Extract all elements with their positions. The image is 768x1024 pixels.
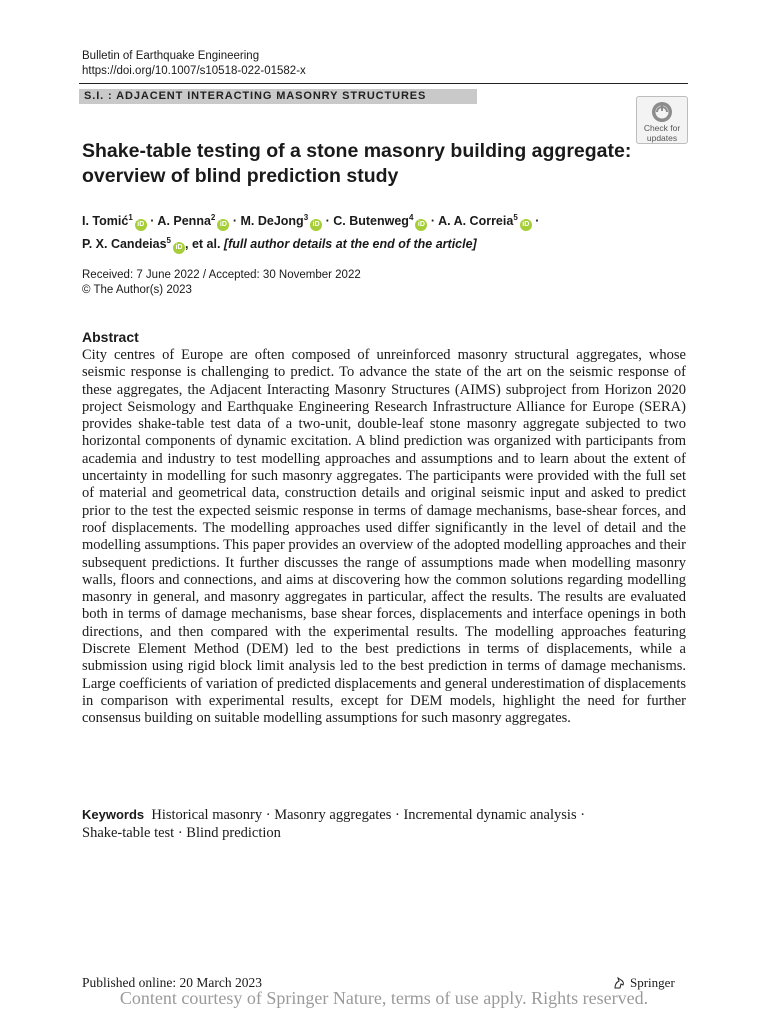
check-for-updates-badge[interactable] [636,96,688,144]
author-name[interactable]: C. Butenweg [333,214,409,229]
courtesy-notice: Content courtesy of Springer Nature, terms of use apply. Rights reserved. [119,988,649,1008]
affiliation-mark: 3 [303,213,309,222]
author-name[interactable]: A. A. Correia [438,214,514,229]
special-issue-banner: S.I. : ADJACENT INTERACTING MASONRY STRUCTURES [79,89,477,104]
author-details-note: [full author details at the end of the article] [223,237,477,252]
springer-name: Springer [630,975,675,990]
author-name[interactable]: M. DeJong [240,214,304,229]
check-updates-label-2: updates [646,133,678,143]
affiliation-mark: 5 [166,236,171,246]
keywords-line-1: Historical masonry · Masonry aggregates · Incremental dynamic analysis · [151,807,586,823]
keywords [82,806,686,842]
et-al: , et al. [185,237,221,252]
author-name[interactable]: A. Penna [157,214,211,229]
orcid-icon[interactable]: iD [173,242,185,254]
affiliation-mark: 1 [128,213,133,222]
article-title [82,139,642,189]
check-updates-icon [651,101,673,123]
orcid-icon[interactable]: iD [217,219,229,231]
journal-info [82,49,306,79]
affiliation-mark: 5 [513,213,518,222]
keywords-line-2: Shake-table test · Blind prediction [82,825,281,841]
author-name[interactable]: P. X. Candeias [82,237,167,252]
abstract-heading: Abstract [82,329,139,345]
orcid-icon[interactable]: iD [135,219,147,231]
orcid-icon[interactable]: iD [415,219,427,231]
copyright: © The Author(s) 2023 [82,284,192,296]
orcid-icon[interactable]: iD [520,219,532,231]
header-divider [79,83,688,84]
journal-name: Bulletin of Earthquake Engineering [82,50,260,62]
keywords-label: Keywords [82,807,145,822]
orcid-icon[interactable]: iD [310,219,322,231]
title-line-2: overview of blind prediction study [82,165,399,187]
doi-link[interactable]: https://doi.org/10.1007/s10518-022-01582-x [82,65,306,77]
check-updates-label-1: Check for [643,123,681,133]
title-line-1: Shake-table testing of a stone masonry building aggregate: [82,140,632,162]
author-name[interactable]: I. Tomić [82,214,129,229]
affiliation-mark: 4 [408,213,414,222]
received-accepted: Received: 7 June 2022 / Accepted: 30 November 2022 [82,269,361,281]
affiliation-mark: 2 [210,213,216,222]
abstract-text: City centres of Europe are often composed of unreinforced masonry structural aggregates, whose seismic response is challenging to predict. To advance the state of the art on the seismic response of these aggregates, the Adjacent Interacting Masonry Structures (AIMS) subproject from Horizon 2020 project Seismology and Earthquake Engineering Research Infrastructure Alliance for Europe (SERA) provides shake-table test data of a two-unit, double-leaf stone masonry aggregate subjected to two horizontal components of dynamic excitation. A blind prediction was organized with participants from academia and industry to test modelling approaches and assumptions and to learn about the extent of uncertainty in modelling for such masonry aggregates. The participants were provided with the full set of material and geometrical data, construction details and original seismic input and asked to predict prior to the test the expected seismic response in terms of damage mechanisms, base-shear forces, and roof displacements. The modelling approaches used differ significantly in the level of detail and the modelling assumptions. This paper provides an overview of the adopted modelling approaches and their subsequent predictions. It further discusses the range of assumptions made when modelling masonry walls, floors and connections, and aims at discovering how the common solutions regarding modelling masonry in general, and masonry aggregates in particular, affect the results. The results are evaluated both in terms of damage mechanisms, base shear forces, displacements and interface openings in both directions, and then compared with the experimental results. The modelling approaches featuring Discrete Element Method (DEM) led to the best predictions in terms of displacements, while a submission using rigid block limit analysis led to the best prediction in terms of damage mechanisms. Large coefficients of variation of predicted displacements and general underestimation of displacements in comparison with experimental results, except for DEM models, highlight the need for further consensus building on suitable modelling assumptions for such masonry aggregates. [82,347,686,727]
author-list: I. Tomić$^1$iD · A. Penna$^2$iD · M. DeJong$^3$iD · C. Butenweg$^4$iD · A. A. Correia$^5$iD · P. X. Candeias$^5$iD , et al. [full author details at the end of the article] [82,208,682,254]
article-dates [82,268,361,298]
published-online: Published online: 20 March 2023 [82,975,262,990]
